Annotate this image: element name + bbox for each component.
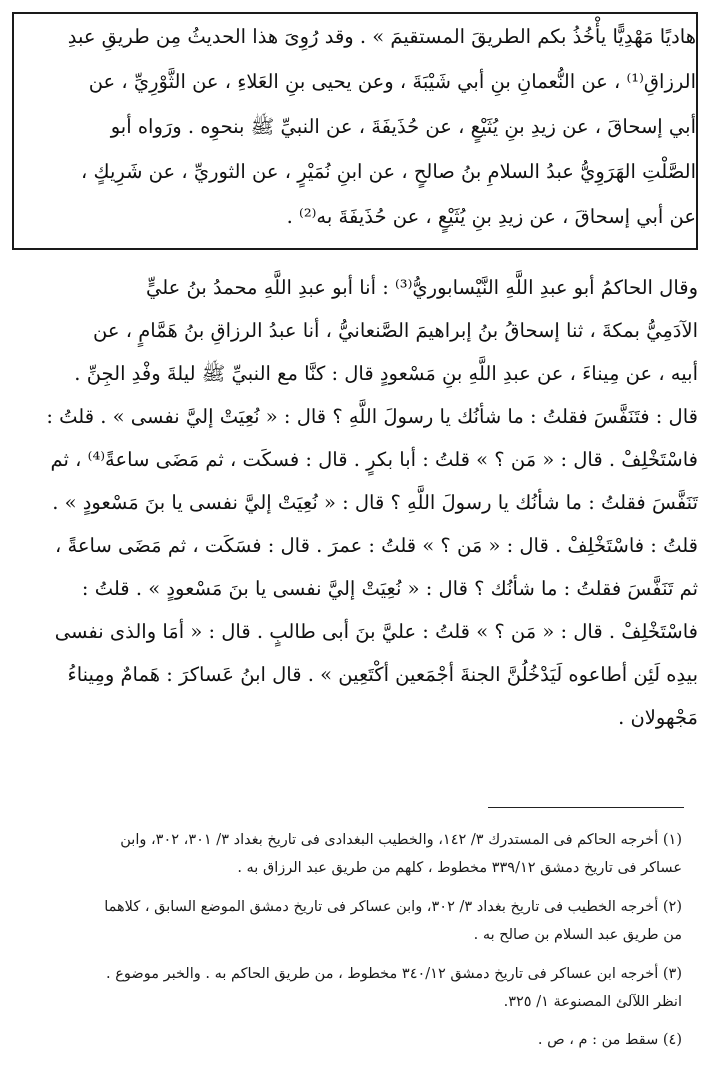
footnote-3-line: انظر اللآلئ المصنوعة ١/ ٣٢٥. [503,994,682,1010]
main-text-line: فاسْتَخْلِفْ . قال : « مَن ؟ » قلتُ : أبا بكرٍ . قال : فسكَت ، ثم مَضَى ساعةً⁽⁴⁾ ، ثم [50,448,698,471]
main-text-line: قلتُ : فاسْتَخْلِفْ . قال : « مَن ؟ » قلتُ : عمرَ . قال : فسَكَت ، ثم مَضَى ساعةً ، [54,534,698,557]
footnote-2-line: (٢) أخرجه الخطيب فى تاريخ بغداد ٣/ ٣٠٢، وابن عساكر فى تاريخ دمشق الموضع السابق ، كلاهما [104,899,682,915]
boxed-line: أبي إسحاقَ ، عن زيدِ بنِ يُثَيْعٍ ، عن حُذَيفَةَ ، عن النبيِّ ﷺ بنحوِه . ورَواه أبو [110,115,696,138]
boxed-line: الرزاقِ⁽¹⁾ ، عن النُّعمانِ بنِ أبي شَيْبَةَ ، وعن يحيى بنِ العَلاءِ ، عن الثَّوْرِيِّ ، عن [88,70,696,93]
main-text-line: تَنَفَّسَ فقلتُ : ما شأنُك يا رسولَ اللَّهِ ؟ قال : « نُعِيَتْ إليَّ نفسى يا بنَ مَسْعودٍ » . [52,491,698,514]
boxed-line: الصَّلْتِ الهَرَوِيُّ عبدُ السلامِ بنُ صالحٍ ، عن ابنِ نُمَيْرٍ ، عن الثوريِّ ، عن شَرِيكٍ ، [81,160,696,183]
footnote-1-line: عساكر فى تاريخ دمشق ٣٣٩/١٢ مخطوط ، كلهم من طريق عبد الرزاق به . [237,860,682,876]
main-text-line: وقال الحاكمُ أبو عبدِ اللَّهِ النَّيْسابوريُّ⁽³⁾ : أنا أبو عبدِ اللَّهِ محمدُ بنُ عليٍّ [145,276,698,299]
main-text-line: بيدِه لَئِن أطاعوه لَيَدْخُلُنَّ الجنةَ أجْمَعين أكْتَعِين » . قال ابنُ عَساكرَ : هَمامٌ ومِيناءُ [67,663,698,686]
main-text-line: ثم تَنَفَّسَ فقلتُ : ما شأنُك ؟ قال : « نُعِيَتْ إليَّ نفسى يا بنَ مَسْعودٍ » . قلتُ : [81,577,698,600]
footnote-separator [488,807,684,808]
footnote-2-line: من طريق عبد السلام بن صالح به . [473,927,682,943]
main-text-line: الآدَمِيُّ بمكةَ ، ثنا إسحاقُ بنُ إبراهيمَ الصَّنعانيُّ ، أنا عبدُ الرزاقِ بنُ هَمَّامٍ ، عن [93,319,698,342]
footnote-3-line: (٣) أخرجه ابن عساكر فى تاريخ دمشق ٣٤٠/١٢ مخطوط ، من طريق الحاكم به . والخبر موضوع . [106,966,682,982]
main-text-line: مَجْهولان . [618,706,698,729]
main-text-line: فاسْتَخْلِفْ . قال : « مَن ؟ » قلتُ : عليَّ بنَ أبى طالبٍ . قال : « أمَا والذى نفسى [54,620,698,643]
footnote-4-line: (٤) سقط من : م ، ص . [537,1032,682,1048]
boxed-line: عن أبي إسحاقَ ، عن زيدِ بنِ يُثَيْعٍ ، عن حُذَيفَةَ به⁽²⁾ . [286,205,696,228]
footnote-1-line: (١) أخرجه الحاكم فى المستدرك ٣/ ١٤٢، والخطيب البغدادى فى تاريخ بغداد ٣/ ٣٠١، ٣٠٢، وابن [120,832,682,848]
main-text-line: أبيه ، عن مِيناءَ ، عن عبدِ اللَّهِ بنِ مَسْعودٍ قال : كنَّا مع النبيِّ ﷺ ليلةَ وفْدِ الجِنِّ . [74,362,698,385]
boxed-line: هاديًا مَهْدِيًّا يأْخُذُ بكم الطريقَ المستقيمَ » . وقد رُوِىَ هذا الحديثُ مِن طريقِ عبدِ [67,25,696,48]
main-text-line: قال : فتَنَفَّسَ فقلتُ : ما شأنُك يا رسولَ اللَّهِ ؟ قال : « نُعِيَتْ إليَّ نفسى » . قلتُ : [46,405,698,428]
